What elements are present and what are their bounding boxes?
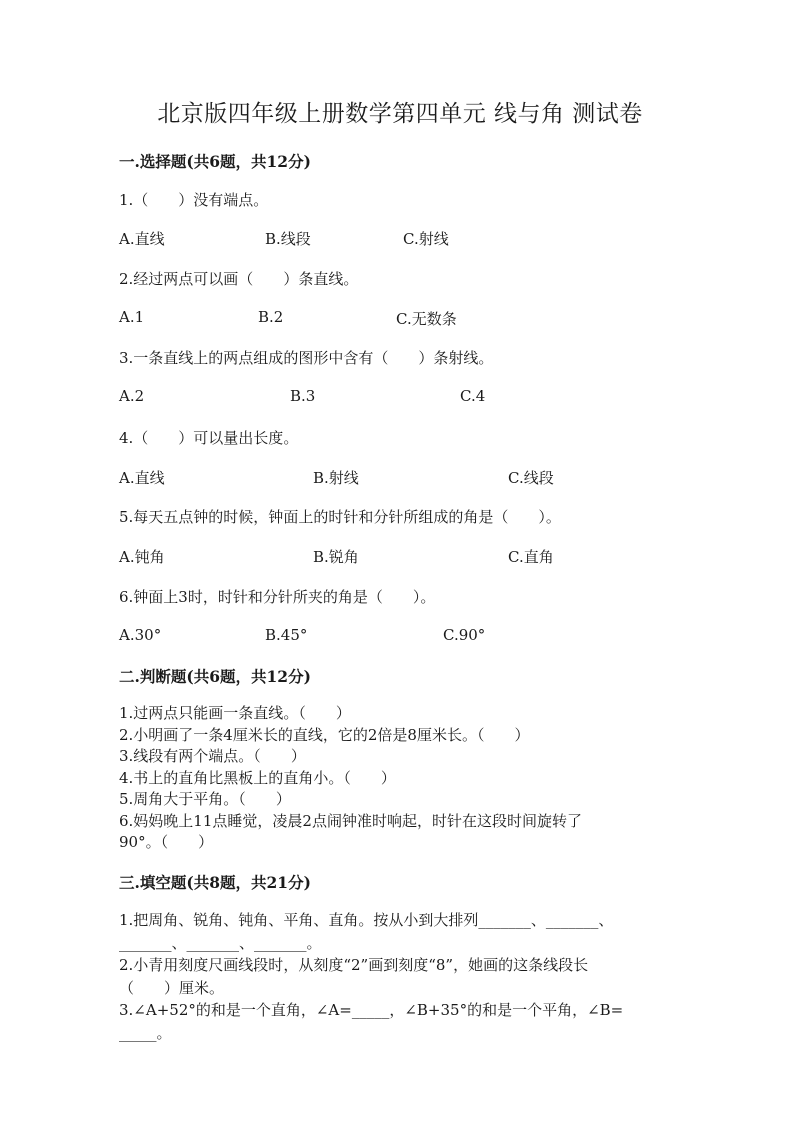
option-c: C.无数条 xyxy=(396,310,457,328)
option-b: B.3 xyxy=(290,387,316,405)
option-c: C.线段 xyxy=(508,469,554,487)
fill-blank-list xyxy=(119,909,679,1044)
option-c: C.直角 xyxy=(508,548,554,566)
fill-blank-item-continued: _____。 xyxy=(119,1023,172,1042)
section-heading-fill-blank: 三.填空题(共8题，共21分) xyxy=(119,873,311,892)
question-5: 5.每天五点钟的时候，钟面上的时针和分针所组成的角是（ ）。 xyxy=(119,508,561,526)
option-b: B.2 xyxy=(258,308,284,326)
option-a: A.30° xyxy=(119,626,162,644)
option-a: A.2 xyxy=(119,387,145,405)
fill-blank-item-continued: _______、_______、_______。 xyxy=(119,933,322,952)
option-a: A.钝角 xyxy=(119,548,165,566)
option-a: A.1 xyxy=(119,308,145,326)
fill-blank-item: 3.∠A+52°的和是一个直角，∠A=_____，∠B+35°的和是一个平角，∠B= xyxy=(119,1001,624,1019)
judgment-item: 4.书上的直角比黑板上的直角小。（ ） xyxy=(119,768,396,787)
option-b: B.射线 xyxy=(313,469,359,487)
option-c: C.90° xyxy=(443,626,486,644)
section-heading-judgment: 二.判断题(共6题，共12分) xyxy=(119,667,311,686)
option-a: A.直线 xyxy=(119,230,165,248)
question-2: 2.经过两点可以画（ ）条直线。 xyxy=(119,270,359,288)
fill-blank-item: 1.把周角、锐角、钝角、平角、直角。按从小到大排列_______、_______、 xyxy=(119,911,614,929)
option-c: C.射线 xyxy=(403,230,449,248)
fill-blank-item: 2.小青用刻度尺画线段时，从刻度“2”画到刻度“8”，她画的这条线段长 xyxy=(119,956,589,974)
fill-blank-item-continued: （ ）厘米。 xyxy=(119,978,225,997)
question-4: 4.（ ）可以量出长度。 xyxy=(119,429,299,447)
judgment-item-continued: 90°。（ ） xyxy=(119,833,214,851)
judgment-item: 2.小明画了一条4厘米长的直线，它的2倍是8厘米长。（ ） xyxy=(119,725,530,744)
option-a: A.直线 xyxy=(119,469,165,487)
judgment-item: 3.线段有两个端点。（ ） xyxy=(119,747,306,765)
judgment-list xyxy=(119,703,582,854)
question-1: 1.（ ）没有端点。 xyxy=(119,191,269,209)
section-heading-choice: 一.选择题(共6题，共12分) xyxy=(119,152,311,171)
question-3: 3.一条直线上的两点组成的图形中含有（ ）条射线。 xyxy=(119,349,494,367)
judgment-item: 1.过两点只能画一条直线。（ ） xyxy=(119,704,351,722)
option-b: B.线段 xyxy=(265,230,311,248)
option-b: B.45° xyxy=(265,626,308,644)
question-6: 6.钟面上3时，时针和分针所夹的角是（ ）。 xyxy=(119,588,436,606)
option-b: B.锐角 xyxy=(313,548,359,566)
option-c: C.4 xyxy=(460,387,486,405)
page-title: 北京版四年级上册数学第四单元 线与角 测试卷 xyxy=(157,101,643,127)
judgment-item: 6.妈妈晚上11点睡觉，凌晨2点闹钟准时响起，时针在这段时间旋转了 xyxy=(119,811,582,830)
judgment-item: 5.周角大于平角。（ ） xyxy=(119,790,291,808)
